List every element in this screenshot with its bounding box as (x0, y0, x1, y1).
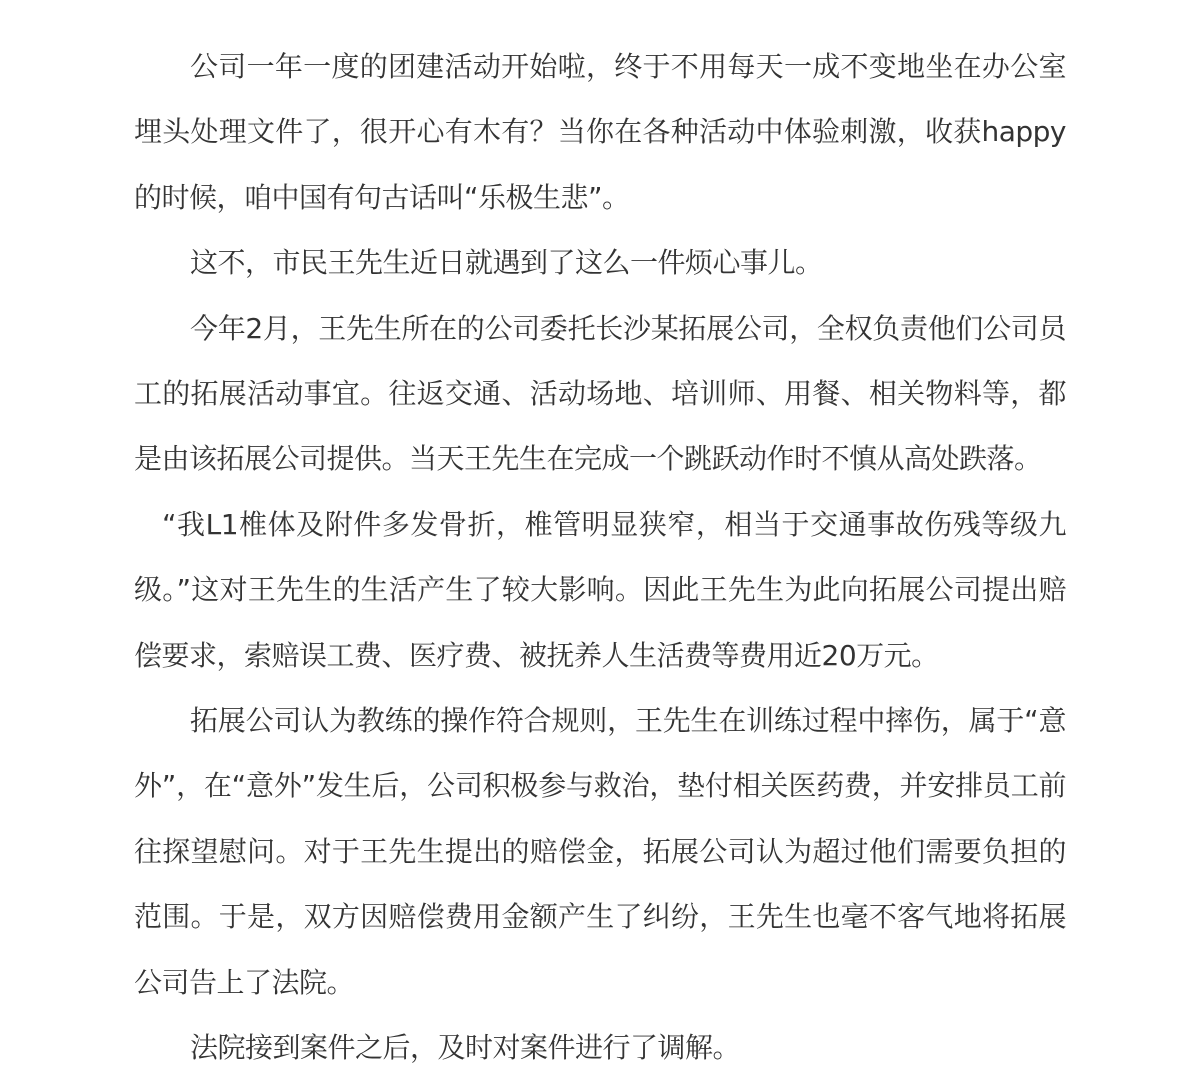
paragraph-3: 今年2月，王先生所在的公司委托长沙某拓展公司，全权负责他们公司员工的拓展活动事宜。往返交通、活动场地、培训师、用餐、相关物料等，都是由该拓展公司提供。当天王先生在完成一个跳跃动作时不慎从高处跌落。 (134, 311, 1066, 476)
paragraph-2: 这不，市民王先生近日就遇到了这么一件烦心事儿。 (190, 246, 823, 280)
paragraph-1: 公司一年一度的团建活动开始啦，终于不用每天一成不变地坐在办公室埋头处理文件了，很开心有木有？当你在各种活动中体验刺激，收获happy的时候，咱中国有句古话叫“乐极生悲”。 (134, 50, 1066, 214)
paragraph-5: 拓展公司认为教练的操作符合规则，王先生在训练过程中摔伤，属于“意外”，在“意外”发生后，公司积极参与救治，垫付相关医药费，并安排员工前往探望慰问。对于王先生提出的赔偿金，拓展公司认为超过他们需要负担的范围。于是，双方因赔偿费用金额产生了纠纷，王先生也毫不客气地将拓展公司告上了法院。 (134, 704, 1066, 999)
paragraph-4-quote: “我L1椎体及附件多发骨折，椎管明显狭窄，相当于交通事故伤残等级九级。”这对王先生的生活产生了较大影响。因此王先生为此向拓展公司提出赔偿要求，索赔误工费、医疗费、被抚养人生活费等费用近20万元。 (134, 507, 1066, 672)
article-body (134, 34, 1066, 1081)
paragraph-6: 法院接到案件之后，及时对案件进行了调解。 (190, 1031, 741, 1065)
